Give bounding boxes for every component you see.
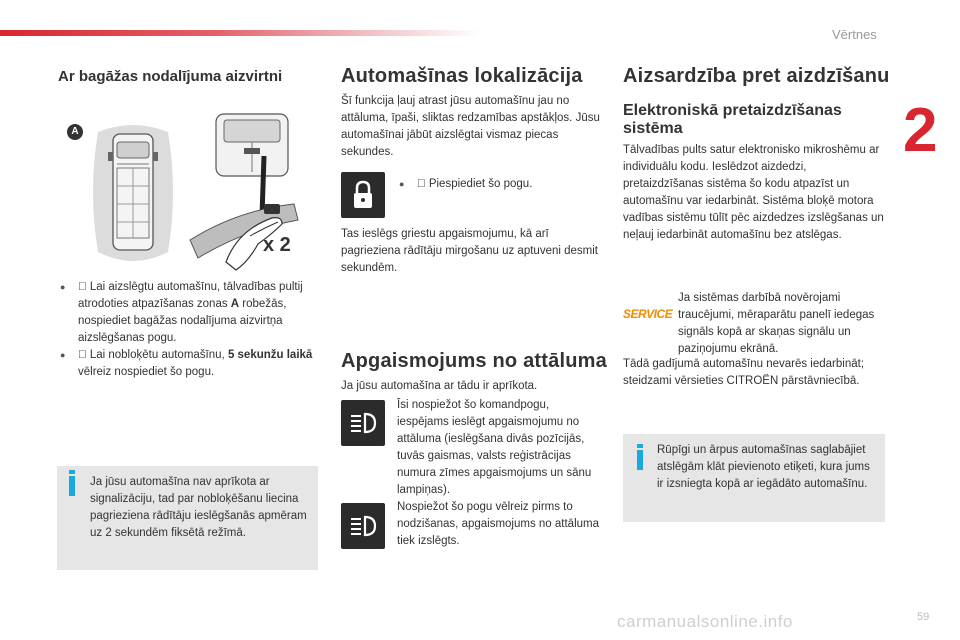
headlamp-icon — [341, 503, 385, 549]
left-heading: Ar bagāžas nodalījuma aizvirtni — [58, 68, 283, 85]
info-icon — [69, 476, 75, 496]
fault-text-2: Tādā gadījumā automašīnu nevarēs iedarbināt; steidzami vērsieties CITROËN pārstāvniecībā. — [623, 358, 865, 387]
lock-bullet-bold: A — [230, 298, 240, 310]
info-icon-dot — [637, 444, 643, 448]
locator-title: Automašīnas lokalizācija — [341, 65, 583, 87]
right-info-box — [623, 434, 885, 522]
footer-watermark: carmanualsonline.info — [617, 612, 793, 631]
lock-bullet-text: Lai aizslēgtu automašīnu, tālvadības pultij atrodoties atpazīšanas zonas — [78, 281, 303, 310]
bullet-icon: ● — [399, 179, 405, 189]
press-bullet-text: Piespiediet šo pogu. — [428, 178, 533, 190]
bullet-icon: ● — [60, 282, 66, 292]
right-info-text: Rūpīgi un ārpus automašīnas saglabājiet atslēgām klāt pievienoto etiķeti, kura jums ir izsniegta kopā ar iegādāto automašīnu. — [657, 444, 870, 490]
lighting-button-icon — [341, 400, 385, 446]
trunk-figure — [58, 112, 318, 272]
locator-intro: Šī funkcija ļauj atrast jūsu automašīnu jau no attāluma, īpaši, sliktas redzamības apstākļos. Jūsu automašīnai jābūt aizslēgtai vismaz piecas sekundes. — [341, 95, 600, 158]
lock-bullet-text-end: robežās, nospiediet bagāžas nodalījuma aizvirtņa aizslēgšanas pogu. — [78, 298, 287, 344]
deadlock-bullet-text: Lai nobloķētu automašīnu, — [89, 349, 228, 361]
locator-after-text: Tas ieslēgs griestu apgaismojumu, kā arī pagrieziena rādītāju mirgošanu uz aptuveni desmit sekundēm. — [341, 228, 598, 274]
deadlock-bullet — [58, 347, 316, 381]
press-twice-label: x 2 — [263, 234, 291, 256]
press-again-text: Nospiežot šo pogu vēlreiz pirms to nodzišanas, apgaismojums no attāluma tiek izslēgts. — [397, 501, 600, 547]
bullet-icon: ● — [60, 350, 66, 360]
fault-text: Ja sistēmas darbībā novērojami traucējumi, mēraparātu panelī iedegas signāls kopā ar skaņas signālu un paziņojumu ekrānā. — [678, 292, 875, 355]
deadlock-bullet-text-end: vēlreiz nospiediet šo pogu. — [78, 366, 215, 378]
press-bullet — [397, 176, 617, 193]
headlamp-icon — [341, 400, 385, 446]
header-accent-bar — [0, 30, 480, 36]
antitheft-title: Aizsardzība pret aizdzīšanu — [623, 65, 890, 87]
info-icon — [637, 450, 643, 470]
padlock-icon — [341, 172, 385, 218]
info-icon-dot — [69, 470, 75, 474]
left-info-box — [57, 466, 318, 570]
chapter-number: 2 — [903, 96, 938, 165]
lighting-off-button-icon — [341, 503, 385, 549]
guide-lighting-equipped: Ja jūsu automašīna ar tādu ir aprīkota. — [341, 380, 538, 392]
short-press-text: Īsi nospiežot šo komandpogu, iespējams ieslēgt apgaismojumu no attāluma (ieslēgšana divās pozīcijās, tuvās gaismas, valsts reģistrācijas numura zīmes apgaismojums un sānu lampiņas). — [397, 399, 592, 496]
section-name: Vērtnes — [832, 27, 877, 42]
service-warning-icon: SERVICE — [623, 307, 673, 321]
immobiliser-text: Tālvadības pults satur elektronisko mikroshēmu ar individuālu kodu. Ieslēdzot aizdedzi, pretaizdzīšanas sistēma šo kodu atpazīst un automašīnu var iedarbināt. Sistēma bloķē motora vadības sistēmu tūlīt pēc aizdedzes izslēgšanas un neļauj iedarbināt automašīnu bez atslēgas. — [623, 144, 884, 241]
page-number: 59 — [917, 611, 930, 623]
deadlock-bullet-bold: 5 sekunžu laikā — [227, 349, 313, 361]
lock-bullet — [58, 279, 316, 347]
zone-a-marker: A — [67, 124, 83, 140]
guide-lighting-title: Apgaismojums no attāluma — [341, 350, 607, 372]
immobiliser-subtitle: Elektroniskā pretaizdzīšanas sistēma — [623, 102, 842, 137]
left-bullets — [58, 279, 316, 381]
left-info-text: Ja jūsu automašīna nav aprīkota ar signalizāciju, tad par nobloķēšanu liecina pagrieziena rādītāju ieslēgšanās apmēram uz 2 sekundēm fiksētā režīmā. — [90, 476, 307, 539]
lock-button-icon — [341, 172, 385, 218]
